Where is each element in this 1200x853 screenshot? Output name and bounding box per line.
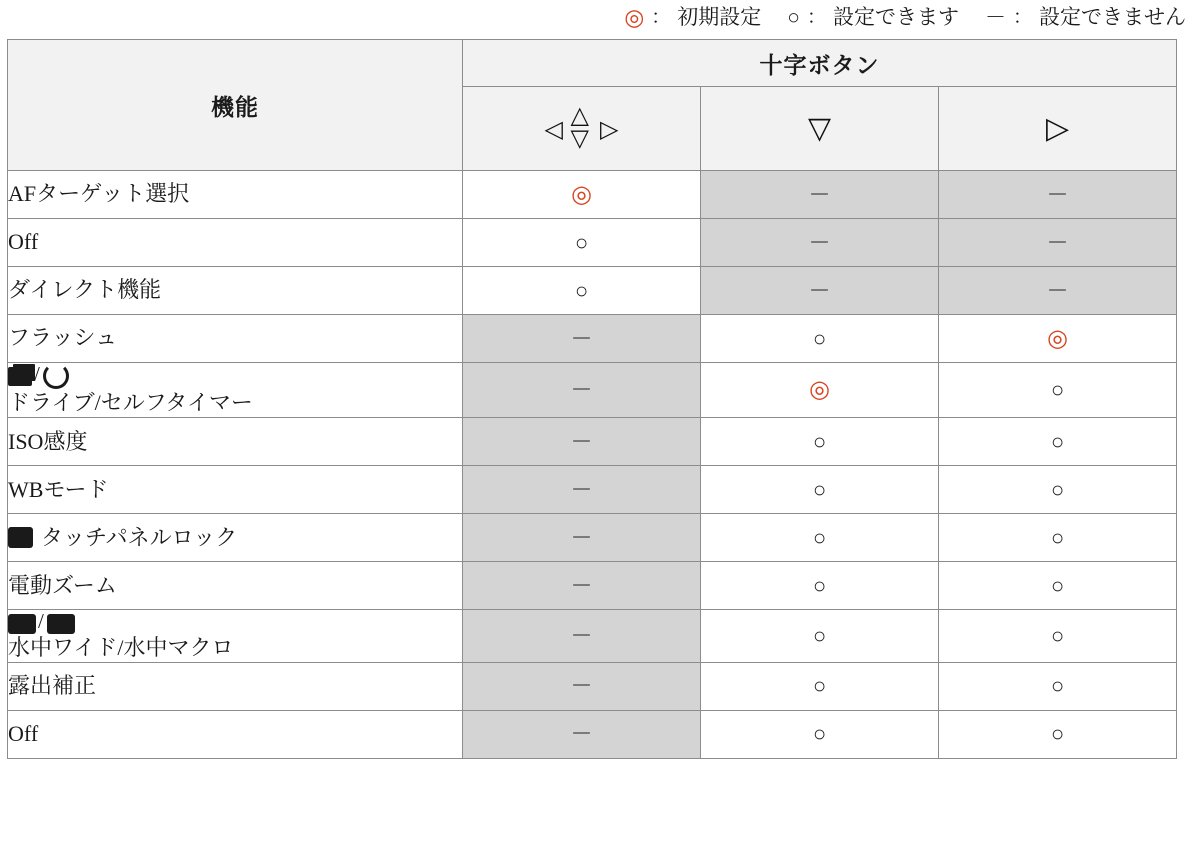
available-icon: ○ <box>1050 377 1065 403</box>
available-icon: ○ <box>812 572 827 598</box>
table-row <box>8 418 1177 466</box>
row-label-underwater <box>8 610 463 662</box>
cell-right <box>939 662 1177 710</box>
not-available-icon: － <box>570 476 593 502</box>
available-icon: ○ <box>1050 673 1065 699</box>
available-icon: ○ <box>574 277 589 303</box>
legend-colon: ： <box>1012 7 1032 28</box>
available-icon: ○ <box>1050 428 1065 454</box>
cell-down <box>701 363 939 418</box>
legend-item-not-available <box>985 7 1186 28</box>
row-label: フラッシュ <box>8 315 463 363</box>
cell-arrow-cluster <box>463 171 701 219</box>
table-row <box>8 315 1177 363</box>
legend-colon: ： <box>806 7 826 28</box>
table-row <box>8 662 1177 710</box>
table-row <box>8 219 1177 267</box>
cell-right <box>939 610 1177 662</box>
drive-selftimer-icons: / <box>8 363 462 389</box>
not-available-icon: － <box>1046 229 1069 255</box>
row-label-touch-panel-lock <box>8 514 463 562</box>
cell-down <box>701 710 939 758</box>
row-label: タッチパネルロック <box>41 524 238 550</box>
header-function: 機能 <box>8 40 463 171</box>
table-header-row-group <box>8 40 1177 87</box>
table-row <box>8 466 1177 514</box>
cell-arrow-cluster <box>463 514 701 562</box>
row-label: WBモード <box>8 466 463 514</box>
row-label: ダイレクト機能 <box>8 267 463 315</box>
cell-right <box>939 171 1177 219</box>
triangle-right-icon: ▷ <box>1045 111 1070 145</box>
default-setting-icon: ◎ <box>624 5 645 30</box>
not-available-icon: － <box>808 229 831 255</box>
default-setting-icon: ◎ <box>1047 325 1068 352</box>
available-icon: ○ <box>812 524 827 550</box>
legend-label-default: 初期設定 <box>677 5 762 29</box>
cell-arrow-cluster <box>463 363 701 418</box>
row-label: ドライブ/セルフタイマー <box>8 390 253 416</box>
row-label: 水中ワイド/水中マクロ <box>8 634 234 660</box>
table-row <box>8 171 1177 219</box>
cell-down <box>701 315 939 363</box>
not-available-icon: － <box>570 377 593 403</box>
cell-arrow-cluster <box>463 219 701 267</box>
not-available-icon: － <box>570 623 593 649</box>
cell-right <box>939 315 1177 363</box>
cell-arrow-cluster <box>463 710 701 758</box>
available-icon: ○ <box>812 721 827 747</box>
table-row <box>8 610 1177 662</box>
not-available-icon: － <box>984 5 1006 29</box>
row-label: AFターゲット選択 <box>8 171 463 219</box>
cell-right <box>939 466 1177 514</box>
not-available-icon: － <box>570 325 593 351</box>
cell-down <box>701 662 939 710</box>
not-available-icon: － <box>808 277 831 303</box>
cell-right <box>939 418 1177 466</box>
legend-item-default <box>624 6 761 29</box>
default-setting-icon: ◎ <box>571 181 592 208</box>
cell-arrow-cluster <box>463 267 701 315</box>
table-row <box>8 514 1177 562</box>
available-icon: ○ <box>812 623 827 649</box>
self-timer-icon <box>43 363 69 389</box>
row-label: 露出補正 <box>8 662 463 710</box>
cell-down <box>701 610 939 662</box>
table-body <box>8 171 1177 759</box>
row-label-drive-selftimer <box>8 363 463 418</box>
available-icon: ○ <box>1050 623 1065 649</box>
not-available-icon: － <box>1046 277 1069 303</box>
available-icon: ○ <box>812 325 827 351</box>
legend-label-not-available: 設定できません <box>1039 5 1186 29</box>
header-col-arrow-cluster <box>463 87 701 171</box>
not-available-icon: － <box>570 721 593 747</box>
not-available-icon: － <box>808 181 831 207</box>
cell-arrow-cluster <box>463 562 701 610</box>
table-row <box>8 562 1177 610</box>
cell-right <box>939 514 1177 562</box>
not-available-icon: － <box>570 673 593 699</box>
cell-down <box>701 466 939 514</box>
cell-right <box>939 710 1177 758</box>
touch-panel-icon <box>8 527 33 548</box>
default-setting-icon: ◎ <box>809 377 830 404</box>
underwater-macro-icon <box>47 614 75 634</box>
row-label: 電動ズーム <box>8 562 463 610</box>
header-col-right <box>939 87 1177 171</box>
cell-down <box>701 514 939 562</box>
table-row <box>8 267 1177 315</box>
table-row <box>8 363 1177 418</box>
cell-arrow-cluster <box>463 418 701 466</box>
legend-item-available <box>787 7 959 28</box>
settings-matrix-table <box>7 39 1177 759</box>
legend-label-available: 設定できます <box>832 5 959 29</box>
not-available-icon: － <box>1046 181 1069 207</box>
available-icon: ○ <box>812 428 827 454</box>
not-available-icon: － <box>570 524 593 550</box>
cell-right <box>939 267 1177 315</box>
cell-down <box>701 562 939 610</box>
arrow-cluster-icon: ◁ △ ▽ ▷ <box>544 102 619 152</box>
legend <box>0 0 1200 39</box>
available-icon: ○ <box>574 229 589 255</box>
row-label: Off <box>8 710 463 758</box>
available-icon: ○ <box>1050 524 1065 550</box>
cell-down <box>701 418 939 466</box>
available-icon: ○ <box>812 673 827 699</box>
cell-arrow-cluster <box>463 610 701 662</box>
underwater-wide-icon <box>8 614 36 634</box>
header-arrow-pad-group: 十字ボタン <box>463 40 1177 87</box>
cell-down <box>701 267 939 315</box>
row-label: Off <box>8 219 463 267</box>
available-icon: ○ <box>812 476 827 502</box>
cell-right <box>939 562 1177 610</box>
triangle-down-icon: ▽ <box>807 111 832 145</box>
cell-arrow-cluster <box>463 466 701 514</box>
cell-arrow-cluster <box>463 315 701 363</box>
cell-down <box>701 171 939 219</box>
available-icon: ○ <box>787 5 800 29</box>
underwater-icons: / <box>8 610 462 633</box>
legend-colon: ： <box>651 7 671 28</box>
available-icon: ○ <box>1050 476 1065 502</box>
row-label: ISO感度 <box>8 418 463 466</box>
cell-right <box>939 363 1177 418</box>
cell-arrow-cluster <box>463 662 701 710</box>
burst-icon <box>8 367 32 386</box>
available-icon: ○ <box>1050 572 1065 598</box>
cell-right <box>939 219 1177 267</box>
cell-down <box>701 219 939 267</box>
table-row <box>8 710 1177 758</box>
not-available-icon: － <box>570 572 593 598</box>
available-icon: ○ <box>1050 721 1065 747</box>
not-available-icon: － <box>570 428 593 454</box>
header-col-down <box>701 87 939 171</box>
